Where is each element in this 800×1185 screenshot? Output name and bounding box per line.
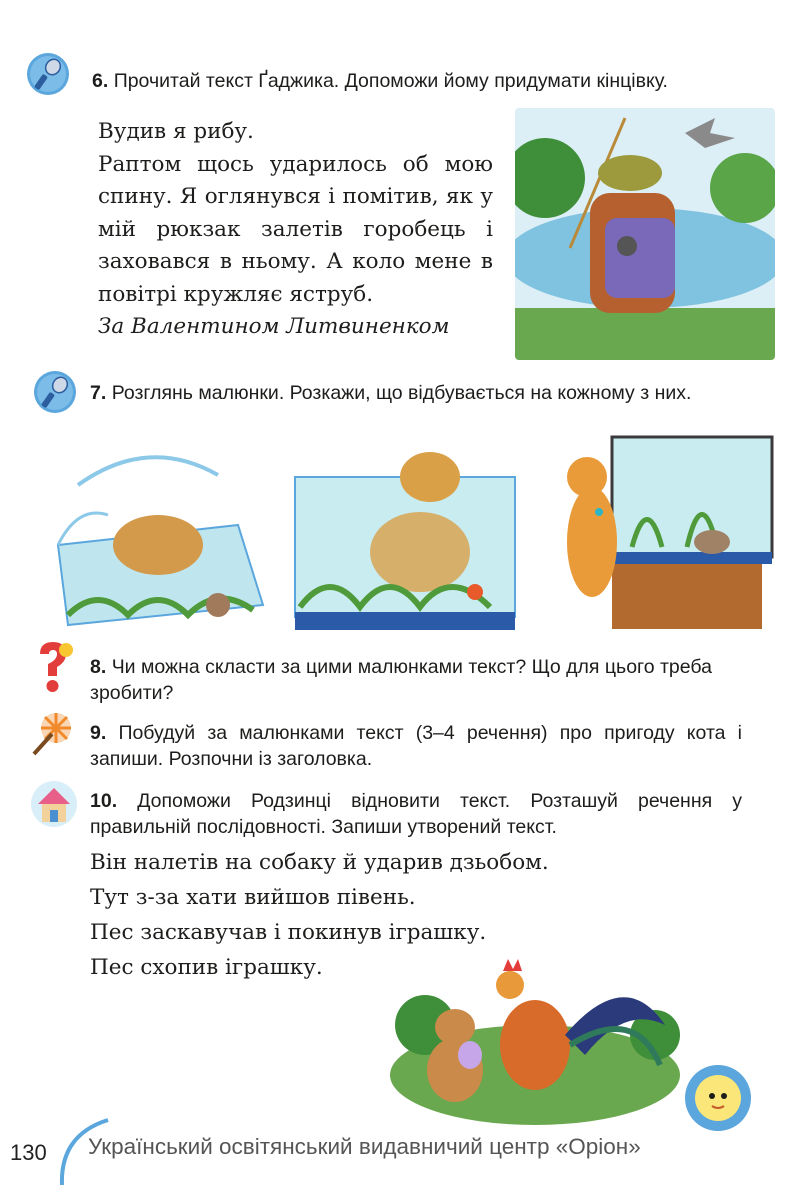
sentence-4: Пес схопив іграшку. — [90, 955, 323, 980]
dog-and-rooster-illustration — [385, 945, 680, 1125]
story-line-1: Вудив я рибу. — [98, 119, 254, 144]
cat-jumping-aquarium-illustration — [38, 435, 270, 635]
task-6-text — [92, 68, 772, 94]
question-icon — [30, 640, 76, 698]
task-10-instruction: Допоможи Родзинці відновити текст. Розташуй речення у правильній послідовності. Запиши утворений текст. — [90, 790, 742, 838]
publisher-footer: Український освітянський видавничий центр «Оріон» — [88, 1134, 641, 1159]
task-7-instruction: Розглянь малюнки. Розкажи, що відбувається на кожному з них. — [111, 382, 692, 404]
task-9-text — [90, 720, 742, 772]
task-10-text — [90, 788, 742, 840]
microphone-icon — [33, 370, 77, 414]
task-8-number: 8. — [90, 656, 107, 678]
fisherman-illustration — [515, 108, 775, 360]
pencil-icon — [28, 710, 76, 758]
sentence-2: Тут з-за хати вийшов півень. — [90, 885, 416, 910]
task-7-number: 7. — [90, 382, 107, 404]
story-paragraph-2: Раптом щось ударилось об мою спину. Я оглянувся і помітив, як у мій рюкзак залетів горобець і заховався в ньому. А коло мене в повітрі кружляє яструб. — [98, 151, 493, 307]
task-6-instruction: Прочитай текст Ґаджика. Допоможи йому придумати кінцівку. — [113, 70, 668, 92]
task-9-instruction: Побудуй за малюнками текст (3–4 речення) про пригоду кота і запиши. Розпочни із заголовка. — [90, 722, 742, 770]
story-text — [98, 116, 493, 344]
sentence-3: Пес заскавучав і покинув іграшку. — [90, 920, 487, 945]
page-number: 130 — [10, 1140, 47, 1165]
sentence-1: Він налетів на собаку й ударив дзьобом. — [90, 850, 549, 875]
microphone-icon — [26, 52, 70, 96]
task-7-text — [90, 380, 742, 406]
smiley-face-icon — [684, 1064, 752, 1132]
cat-in-aquarium-illustration — [290, 447, 520, 635]
cat-watching-aquarium-illustration — [537, 432, 777, 632]
house-icon — [30, 780, 78, 828]
task-10-number: 10. — [90, 790, 118, 812]
task-9-number: 9. — [90, 722, 107, 744]
story-author: За Валентином Литвиненком — [98, 314, 450, 339]
task-8-instruction: Чи можна скласти за цими малюнками текст? Що для цього треба зробити? — [90, 656, 712, 704]
task-6-number: 6. — [92, 70, 109, 92]
task-8-text — [90, 654, 750, 706]
